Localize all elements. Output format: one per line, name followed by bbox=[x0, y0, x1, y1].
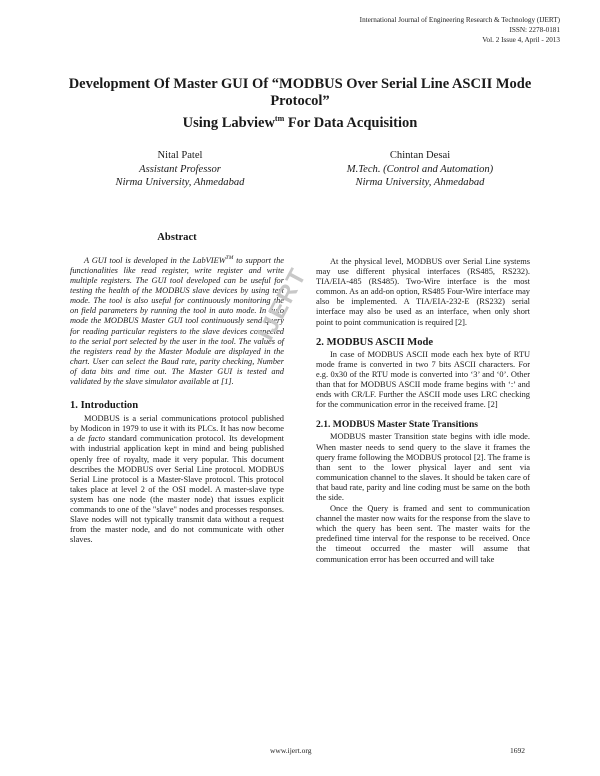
author-2-name: Chintan Desai bbox=[389, 150, 451, 161]
ijert-watermark: IJERT bbox=[252, 263, 313, 345]
title-line-1: Development Of Master GUI Of “MODBUS Over Serial Line ASCII Mode Protocol” bbox=[68, 76, 532, 109]
author-1-name: Nital Patel bbox=[157, 150, 203, 161]
title-trademark: tm bbox=[274, 114, 285, 123]
section-2-1-heading: 2.1. MODBUS Master State Transitions bbox=[316, 419, 479, 431]
journal-name: International Journal of Engineering Research & Technology (IJERT) bbox=[359, 16, 560, 24]
author-1-affiliation: Nirma University, Ahmedabad bbox=[115, 177, 245, 188]
left-column bbox=[70, 233, 284, 545]
abstract-trademark: TM bbox=[225, 255, 234, 262]
physical-level-paragraph: At the physical level, MODBUS over Serial Line systems may use different physical interfaces (RS485, RS232). TIA/EIA-485 (RS485). Two-Wire interface is the most common. As an add-on option, RS485 Four-Wire interface may also be implemented. A TIA/EIA-232-E (RS232) serial interface may also be used as an interface, when only short point to point communication is required [2]. bbox=[316, 257, 530, 327]
abstract-text bbox=[70, 253, 284, 387]
paper-title bbox=[40, 76, 560, 132]
right-column bbox=[316, 257, 530, 565]
footer-url: www.ijert.org bbox=[270, 746, 312, 755]
volume-issue: Vol. 2 Issue 4, April - 2013 bbox=[482, 36, 560, 44]
abstract-text-pre: A GUI tool is developed in the LabVIEW bbox=[84, 255, 226, 265]
intro-text-emphasis: de facto bbox=[77, 434, 106, 444]
author-1-role: Assistant Professor bbox=[139, 163, 221, 175]
section-2-1-paragraph-2: Once the Query is framed and sent to communication channel the master now waits for the response from the slave to which the query has been sent. The master waits for the predefined time interval for the response to be received. Once the timeout occurred the master will assume that communication error has been occurred and will take bbox=[316, 504, 530, 564]
author-1 bbox=[90, 149, 270, 190]
section-2-1-paragraph-1: MODBUS master Transition state begins with idle mode. When master needs to send query to the slave it frames the query frame following the MODBUS protocol [2]. The frame is than sent to the lower physical layer and sent via communication channel to the slaves. It should be taken care of that baud rate, parity and line coding must be same on the both the side. bbox=[316, 432, 530, 502]
abstract-text-post: to support the functionalities like read register, write register and write multiple registers. The GUI tool developed can be useful for testing the health of the MODBUS slave devices by using test mode. The tool is also useful for continuously monitoring the on field parameters by running the tool in auto mode. In auto mode the MODBUS Master GUI tool continuously send query for reading particular registers to the slave devices connected to the serial port selected by the user in the tool. The values of the registers read by the Master Module are displayed in the chart. User can select the Baud rate, parity checking, Number of data bits and time out. The Master GUI is tested and validated by the slave simulator available at [1]. bbox=[70, 255, 285, 387]
author-2 bbox=[320, 149, 520, 190]
intro-paragraph bbox=[70, 414, 284, 545]
page-number: 1692 bbox=[510, 746, 525, 755]
intro-heading: 1. Introduction bbox=[70, 400, 139, 412]
title-line-2-pre: Using Labview bbox=[182, 114, 275, 131]
title-line-2 bbox=[40, 110, 560, 132]
abstract-heading: Abstract bbox=[157, 232, 197, 243]
journal-header bbox=[360, 15, 560, 45]
intro-text-pre: MODBUS is a serial communications protocol published by Modicon in 1979 to use it with its PLCs. It has now become a bbox=[70, 414, 284, 444]
section-2-paragraph: In case of MODBUS ASCII mode each hex byte of RTU mode frame is converted in two 7 bits ASCII characters. For e.g. 0x30 of the RTU mode is converted into ‘3’ and ‘0’. Other than that for MODBUS ASCII mode frame begins with ‘:’ and ends with CR/LF. Further the ASCII mode uses LRC checking for the communication error in the received frame. [2] bbox=[316, 349, 530, 410]
title-line-2-post: For Data Acquisition bbox=[284, 114, 418, 131]
author-2-affiliation: Nirma University, Ahmedabad bbox=[355, 177, 485, 188]
issn: ISSN: 2278-0181 bbox=[509, 26, 560, 34]
author-2-role: M.Tech. (Control and Automation) bbox=[346, 163, 494, 175]
section-2-heading: 2. MODBUS ASCII Mode bbox=[316, 336, 434, 348]
intro-text-post: standard communication protocol. Its development with industrial application kept in mind and being published openly free of royalty, made it very popular. This document describes the MODBUS over Serial Line protocol. MODBUS Serial Line protocol is a Master-Slave protocol. This protocol takes place at level 2 of the OSI model. A master-slave type system has one node (the master node) that issues explicit commands to one of the "slave" nodes and processes responses. Slave nodes will not typically transmit data without a request from the master node, and do not communicate with other slaves. bbox=[70, 434, 284, 545]
